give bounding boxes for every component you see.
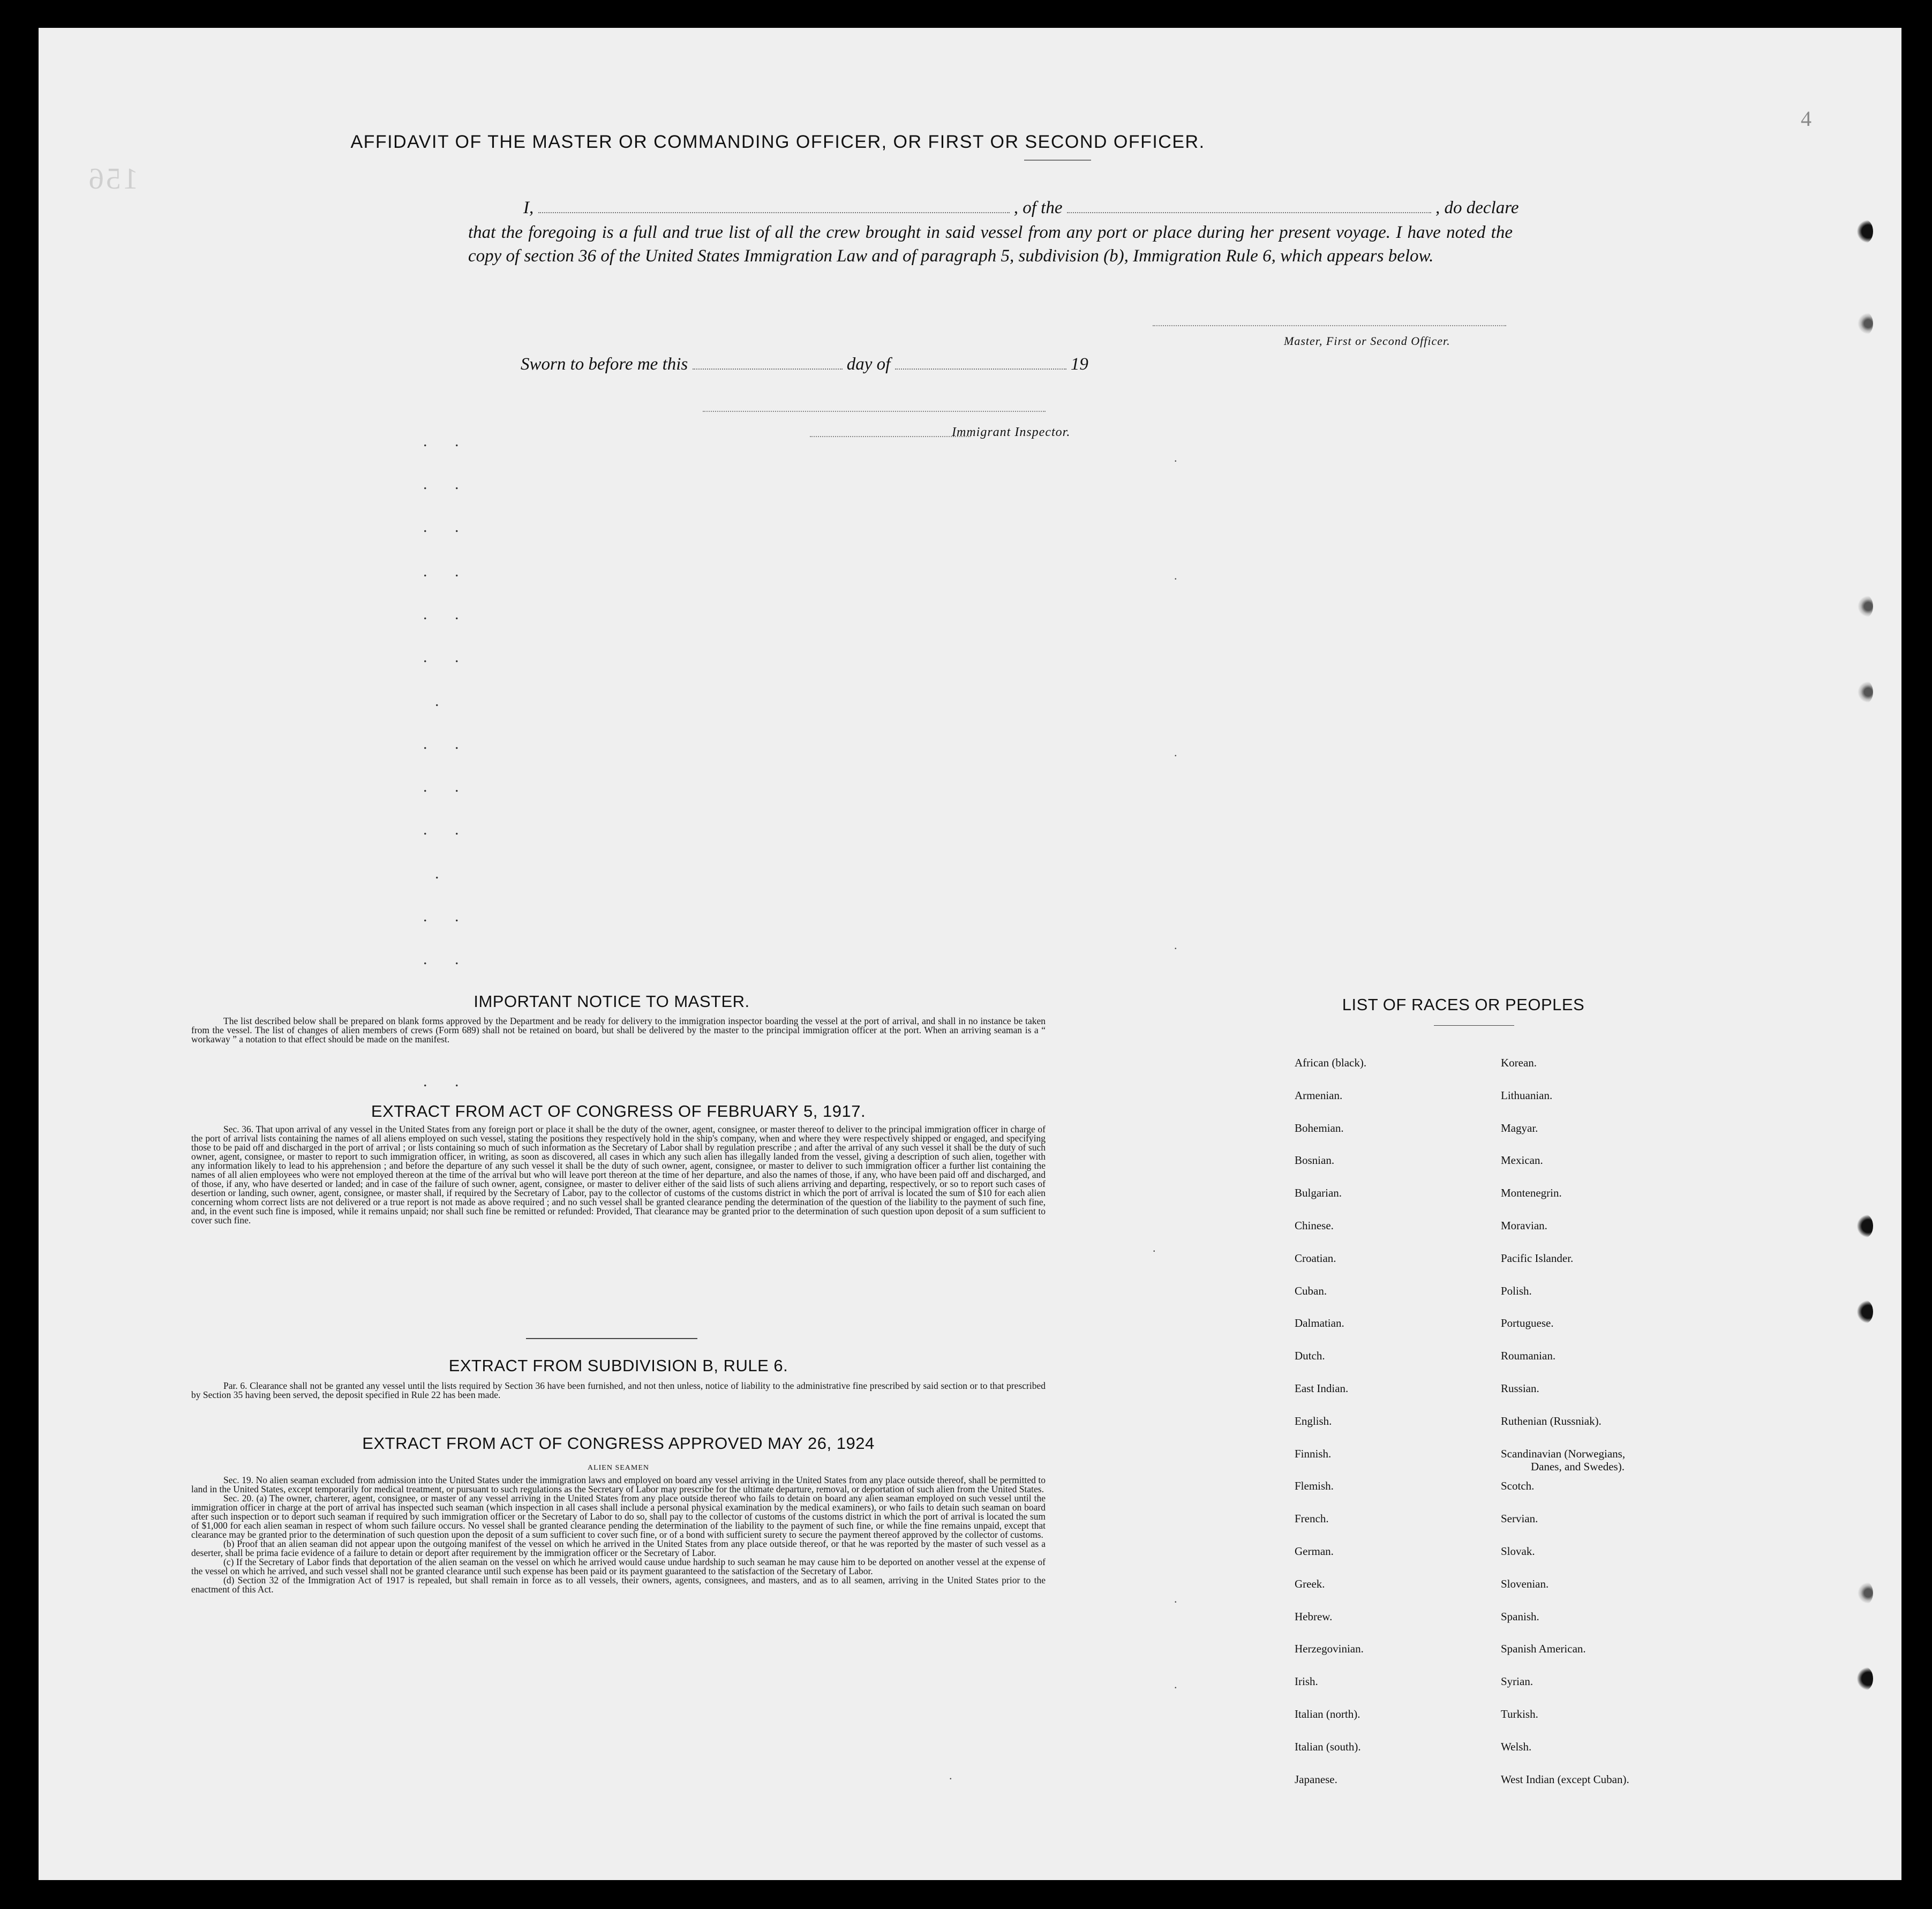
race-item: Dutch.	[1295, 1349, 1325, 1363]
sworn-line	[521, 355, 1088, 374]
race-item: Flemish.	[1295, 1479, 1334, 1493]
race-item: Italian (south).	[1295, 1740, 1361, 1753]
race-item: Irish.	[1295, 1675, 1318, 1688]
punch-hole-icon	[1857, 1214, 1873, 1238]
extract-1924-sec20a: Sec. 20. (a) The owner, charterer, agent, consignee, or master of any vessel arriving in the United States from any place outside thereof who fails to detain on board any alien seaman employed on such vessel until the immigration officer in charge at the port of arrival has inspected such seaman (which inspection in all cases shall include a personal physical examination by the medical examiners), or who fails to detain such seaman on board after such inspection or to deport such seaman if required by such immigration officer or the Secretary of Labor to do so, shall pay to the collector of customs of the customs district in which the port of arrival is located the sum of $1,000 for each alien seaman in respect of whom such failure occurs. No vessel shall be granted clearance pending the determination of the liability to the payment of such fine, or while the fine remains unpaid, except that clearance may be granted prior to the determination of such question upon the deposit of a sum sufficient to cover such fine, or of a bond with sufficient surety to secure the payment thereof approved by the collector of customs.	[191, 1493, 1046, 1540]
form-sheet: 156 4 AFFIDAVIT OF THE MASTER OR COMMANDING OFFICER, OR FIRST OR SECOND OFFICER. I, , of the , do declare that the foregoing is a full and true list of all the crew brought in said vessel from any port or place during her present voyage. I have noted the copy of section 36 of the United States Immigration Law and of paragraph 5, subdivision (b), Immigration Rule 6, which appears below. Master, First or Second Officer. Sworn to before me this day of 19 Immigrant Inspector. . . . . . . . . . . . . . . . . . . . . . . . . . . . . . . . . . . IMPORTANT NOTICE TO MASTER. The list described below shall be prepared on blank forms approved by the Department and be ready for delivery to the immigration inspector boarding the vessel at the port of arrival, and shall in no instance be taken from the vessel. The list of changes of alien members of crews (Form 689) shall not be retained on board, but shall be delivered by the master to the principal immigration officer at the port. When an arriving seaman is a “ workaway ” a notation to that effect should be made on the manifest. EXTRACT FROM ACT OF CONGRESS OF FEBRUARY 5, 1917. Sec. 36. That upon arrival of any vessel in the United States from any foreign port or place it shall be the duty of the owner, agent, consignee, or master thereof to deliver to the principal immigration officer in charge of the port of arrival lists containing the names of all aliens employed on such vessel, stating the positions they respectively hold in the ship's company, when and where they were respectively shipped or engaged, and specifying those to be paid off and discharged in the port of arrival ; or lists containing so much of such information as the Secretary of Labor shall by regulation prescribe ; and after the arrival of any such vessel it shall be the duty of such owner, agent, consignee, or master to report to such immigration officer, in writing, as soon as discovered, all cases in which any such alien has illegally landed from the vessel, giving a description of such alien, together with any information likely to lead to his apprehension ; and before the departure of any such vessel it shall be the duty of such owner, agent, consignee, or master to deliver to such immigration officer a further list containing the names of all alien employees who were not employed thereon at the time of the arrival but who will leave port thereon at the time of her departure, and also the names of those, if any, who have been paid off and discharged, and of those, if any, who have deserted or landed; and in case of the failure of such owner, agent, consignee, or master to deliver either of the said lists of such aliens arriving and departing, respectively, or so to report such cases of desertion or landing, such owner, agent, consignee, or master shall, if required by the Secretary of Labor, pay to the collector of customs of the customs district in which the port of arrival is located the sum of $10 for each alien concerning whom correct lists are not delivered or a true report is not made as above required ; and no such vessel shall be granted clearance pending the determination of the question of the liability to the payment of such fine, and, in the event such fine is imposed, while it remains unpaid; nor shall such fine be remitted or refunded: Provided, That clearance may be granted prior to the determination of such question upon deposit of a sum sufficient to cover such fine. EXTRACT FROM SUBDIVISION B, RULE 6. Par. 6. Clearance shall not be granted any vessel until the lists required by Section 36 have been furnished, and not then unless, notice of liability to the administrative fine prescribed by said section or to that prescribed by Section 35 having been served, the deposit specified in Rule 22 has been made. EXTRACT FROM ACT OF CONGRESS APPROVED MAY 26, 1924 ALIEN SEAMEN Sec. 19. No alien seaman excluded from admission into the United States under the immigration laws and employed on board any vessel arriving in the United States from any place outside thereof, shall be permitted to land in the United States, except temporarily for medical treatment, or pursuant to such regulations as the Secretary of Labor may prescribe for the ultimate departure, removal, or deportation of such alien from the United States. Sec. 20. (a) The owner, charterer, agent, consignee, or master of any vessel arriving in the United States from any place outside thereof who fails to detain on board any alien seaman employed on such vessel until the immigration officer in charge at the port of arrival has inspected such seaman (which inspection in all cases shall include a personal physical examination by the medical examiners), or who fails to detain such seaman on board after such inspection or to deport such seaman if required by such immigration officer or the Secretary of Labor to do so, shall pay to the collector of customs of the customs district in which the port of arrival is located the sum of $1,000 for each alien seaman in respect of whom such failure occurs. No vessel shall be granted clearance pending the determination of the liability to the payment of such fine, or while the fine remains unpaid, except that clearance may be granted prior to the determination of such question upon the deposit of a sum sufficient to cover such fine, or of a bond with sufficient surety to secure the payment thereof approved by the collector of customs. (b) Proof that an alien seaman did not appear upon the outgoing manifest of the vessel on which he arrived in the United States from any place outside thereof, or that he was reported by the master of such vessel as a deserter, shall be prima facie evidence of a failure to detain or deport after requirement by the immigration officer or the Secretary of Labor. (c) If the Secretary of Labor finds that deportation of the alien seaman on the vessel on which he arrived would cause undue hardship to such seaman he may cause him to be deported on another vessel at the expense of the vessel on which he arrived, and such vessel shall not be granted clearance until such expense has been paid or its payment guaranteed to the satisfaction of the Secretary of Labor. (d) Section 32 of the Immigration Act of 1917 is repealed, but shall remain in force as to all vessels, their owners, agents, consignees, and masters, and as to all seamen, arriving in the United States prior to the enactment of this Act. LIST OF RACES OR PEOPLES African (black). Armenian. Bohemian. Bosnian. Bulgarian. Chinese. Croatian. Cuban. Dalmatian. Dutch. East Indian. English. Finnish. Flemish. French. German. Greek. Hebrew. Herzegovinian. Irish. Italian (north). Italian (south). Japanese. Korean. Lithuanian. Magyar. Mexican. Montenegrin. Moravian. Pacific Islander. Polish. Portuguese. Roumanian. Russian. Ruthenian (Russniak). Scandinavian (Norwegians, Danes, and Swedes). Scotch. Servian. Slovak. Slovenian. Spanish. Spanish American. Syrian. Turkish. Welsh. West Indian (except Cuban).	[39, 28, 1901, 1880]
extract-1917-paragraph: Sec. 36. That upon arrival of any vessel in the United States from any foreign port or place it shall be the duty of the owner, agent, consignee, or master thereof to deliver to the principal immigration officer in charge of the port of arrival lists containing the names of all aliens employed on such vessel, stating the positions they respectively hold in the ship's company, when and where they were respectively shipped or engaged, and specifying those to be paid off and discharged in the port of arrival ; or lists containing so much of such information as the Secretary of Labor shall by regulation prescribe ; and after the arrival of any such vessel it shall be the duty of such owner, agent, consignee, or master to report to such immigration officer, in writing, as soon as discovered, all cases in which any such alien has illegally landed from the vessel, giving a description of such alien, together with any information likely to lead to his apprehension ; and before the departure of any such vessel it shall be the duty of such owner, agent, consignee, or master to deliver to such immigration officer a further list containing the names of all alien employees who were not employed thereon at the time of the arrival but who will leave port thereon at the time of her departure, and also the names of those, if any, who have been paid off and discharged, and of those, if any, who have deserted or landed; and in case of the failure of such owner, agent, consignee, or master to deliver either of the said lists of such aliens arriving and departing, respectively, or so to report such cases of desertion or landing, such owner, agent, consignee, or master shall, if required by the Secretary of Labor, pay to the collector of customs of the customs district in which the port of arrival is located the sum of $10 for each alien concerning whom correct lists are not delivered or a true report is not made as above required ; and no such vessel shall be granted clearance pending the determination of the question of the liability to the payment of such fine, and, in the event such fine is imposed, while it remains unpaid; nor shall such fine be remitted or refunded: Provided, That clearance may be granted prior to the determination of such question upon deposit of a sum sufficient to cover such fine.	[191, 1124, 1046, 1226]
race-item: German.	[1295, 1544, 1334, 1558]
race-item: Greek.	[1295, 1577, 1325, 1590]
race-item: Welsh.	[1501, 1740, 1532, 1753]
race-item: Bohemian.	[1295, 1121, 1344, 1134]
extract-1917-text	[191, 1125, 1046, 1225]
sworn-month-field[interactable]	[895, 369, 1066, 370]
race-item: Cuban.	[1295, 1284, 1327, 1297]
extract-1924-subtitle: ALIEN SEAMEN	[587, 1464, 650, 1472]
race-item: Lithuanian.	[1501, 1088, 1553, 1102]
race-item: Slovak.	[1501, 1544, 1535, 1558]
punch-hole-icon	[1857, 595, 1873, 618]
sworn-day-of: day of	[846, 355, 891, 374]
race-item: Dalmatian.	[1295, 1317, 1344, 1330]
race-item: English.	[1295, 1414, 1332, 1427]
notice-title: IMPORTANT NOTICE TO MASTER.	[473, 992, 750, 1011]
race-item: Russian.	[1501, 1381, 1539, 1395]
race-item: Polish.	[1501, 1284, 1532, 1297]
sworn-text: Sworn to before me this	[521, 355, 688, 374]
race-item: Scotch.	[1501, 1479, 1535, 1493]
punch-hole-icon	[1857, 680, 1873, 704]
master-signature-line[interactable]	[1153, 325, 1506, 326]
race-item: French.	[1295, 1512, 1329, 1525]
notice-paragraph: The list described below shall be prepared on blank forms approved by the Department and be ready for delivery to the immigration inspector boarding the vessel at the port of arrival, and shall in no instance be taken from the vessel. The list of changes of alien members of crews (Form 689) shall not be retained on board, but shall be delivered by the master to the principal immigration officer at the port. When an arriving seaman is a “ workaway ” a notation to that effect should be made on the manifest.	[191, 1016, 1046, 1044]
race-item: Korean.	[1501, 1056, 1537, 1069]
races-underline	[1434, 1025, 1514, 1026]
notice-text	[191, 1017, 1046, 1044]
name-field[interactable]	[538, 212, 1010, 213]
extract-1917-title: EXTRACT FROM ACT OF CONGRESS OF FEBRUARY 5, 1917.	[371, 1102, 866, 1121]
extract-rule6-title: EXTRACT FROM SUBDIVISION B, RULE 6.	[448, 1356, 788, 1375]
race-item: Roumanian.	[1501, 1349, 1556, 1363]
extract-1924-text	[191, 1476, 1046, 1594]
race-item: Mexican.	[1501, 1154, 1543, 1167]
punch-hole-icon	[1857, 1300, 1873, 1324]
inspector-signature-line[interactable]	[810, 436, 971, 437]
vessel-field[interactable]	[1067, 212, 1431, 213]
race-item-line: Scandinavian (Norwegians,	[1501, 1447, 1626, 1460]
race-item: West Indian (except Cuban).	[1501, 1772, 1629, 1786]
extract-rule6-text	[191, 1381, 1046, 1400]
sworn-year: 19	[1070, 355, 1088, 374]
race-item: Montenegrin.	[1501, 1186, 1562, 1200]
affidavit-line-1	[523, 198, 1518, 218]
race-item: Ruthenian (Russniak).	[1501, 1414, 1602, 1427]
race-item: Magyar.	[1501, 1121, 1538, 1134]
race-item: Japanese.	[1295, 1772, 1337, 1786]
races-title: LIST OF RACES OR PEOPLES	[1342, 995, 1585, 1014]
race-item: Bosnian.	[1295, 1154, 1335, 1167]
affidavit-of-the: , of the	[1013, 198, 1063, 217]
race-item: Slovenian.	[1501, 1577, 1549, 1590]
inspector-label: Immigrant Inspector.	[952, 425, 1071, 439]
extract-1924-sec20b: (b) Proof that an alien seaman did not appear upon the outgoing manifest of the vessel on which he arrived in the United States from any place outside thereof, or that he was reported by the master of such vessel as a deserter, shall be prima facie evidence of a failure to detain or deport after requirement by the immigration officer or the Secretary of Labor.	[191, 1538, 1046, 1558]
races-right-column	[1501, 1047, 1629, 1795]
race-item: East Indian.	[1295, 1381, 1349, 1395]
extract-1924-sec20d: (d) Section 32 of the Immigration Act of 1917 is repealed, but shall remain in force as to all vessels, their owners, agents, consignees, and masters, and as to all seamen, arriving in the United States prior to the enactment of this Act.	[191, 1575, 1046, 1595]
race-item: Spanish American.	[1501, 1642, 1586, 1656]
affidavit-title: AFFIDAVIT OF THE MASTER OR COMMANDING OFFICER, OR FIRST OR SECOND OFFICER.	[350, 132, 1205, 152]
affidavit-declare: , do declare	[1435, 198, 1519, 217]
affidavit-i: I,	[523, 198, 534, 217]
race-item: Servian.	[1501, 1512, 1538, 1525]
race-item: Syrian.	[1501, 1675, 1533, 1688]
inspector-blank-line[interactable]	[703, 411, 1046, 412]
race-item-continuation: Danes, and Swedes).	[1531, 1460, 1625, 1473]
punch-hole-icon	[1857, 1667, 1873, 1690]
race-item: Bulgarian.	[1295, 1186, 1342, 1200]
race-item: Herzegovinian.	[1295, 1642, 1364, 1656]
race-item: Spanish.	[1501, 1610, 1539, 1623]
race-item: Moravian.	[1501, 1219, 1547, 1232]
race-item: Turkish.	[1501, 1707, 1538, 1720]
punch-hole-icon	[1857, 1581, 1873, 1605]
race-item: Pacific Islander.	[1501, 1251, 1574, 1265]
race-item: Croatian.	[1295, 1251, 1336, 1265]
races-left-column	[1295, 1047, 1366, 1795]
master-signature-label: Master, First or Second Officer.	[1284, 334, 1450, 348]
punch-hole-icon	[1857, 312, 1873, 335]
extract-1924-sec20c: (c) If the Secretary of Labor finds that deportation of the alien seaman on the vessel on which he arrived would cause undue hardship to such seaman he may cause him to be deported on another vessel at the expense of the vessel on which he arrived, and such vessel shall not be granted clearance until such expense has been paid or its payment guaranteed to the satisfaction of the Secretary of Labor.	[191, 1557, 1046, 1576]
race-item: Hebrew.	[1295, 1610, 1333, 1623]
sworn-day-field[interactable]	[693, 369, 843, 370]
divider	[526, 1338, 697, 1339]
extract-rule6-paragraph: Par. 6. Clearance shall not be granted any vessel until the lists required by Section 36 have been furnished, and not then unless, notice of liability to the administrative fine prescribed by said section or to that prescribed by Section 35 having been served, the deposit specified in Rule 22 has been made.	[191, 1380, 1046, 1400]
race-item: Italian (north).	[1295, 1707, 1360, 1720]
race-item: African (black).	[1295, 1056, 1367, 1069]
corner-mark: 4	[1801, 107, 1811, 131]
race-item: Chinese.	[1295, 1219, 1334, 1232]
affidavit-paragraph: that the foregoing is a full and true list of all the crew brought in said vessel from any port or place during her present voyage. I have noted the copy of section 36 of the United States Immigration Law and of paragraph 5, subdivision (b), Immigration Rule 6, which appears below.	[468, 223, 1513, 266]
race-item	[1501, 1438, 1629, 1473]
race-item: Armenian.	[1295, 1088, 1343, 1102]
title-underline	[1024, 160, 1091, 161]
punch-hole-icon	[1857, 220, 1873, 243]
page-number: 156	[87, 162, 138, 196]
extract-1924-title: EXTRACT FROM ACT OF CONGRESS APPROVED MAY 26, 1924	[362, 1434, 875, 1453]
race-item: Finnish.	[1295, 1447, 1332, 1460]
extract-1924-sec19: Sec. 19. No alien seaman excluded from admission into the United States under the immigration laws and employed on board any vessel arriving in the United States from any place outside thereof, shall be permitted to land in the United States, except temporarily for medical treatment, or pursuant to such regulations as the Secretary of Labor may prescribe for the ultimate departure, removal, or deportation of such alien from the United States.	[191, 1475, 1046, 1494]
race-item: Portuguese.	[1501, 1317, 1554, 1330]
